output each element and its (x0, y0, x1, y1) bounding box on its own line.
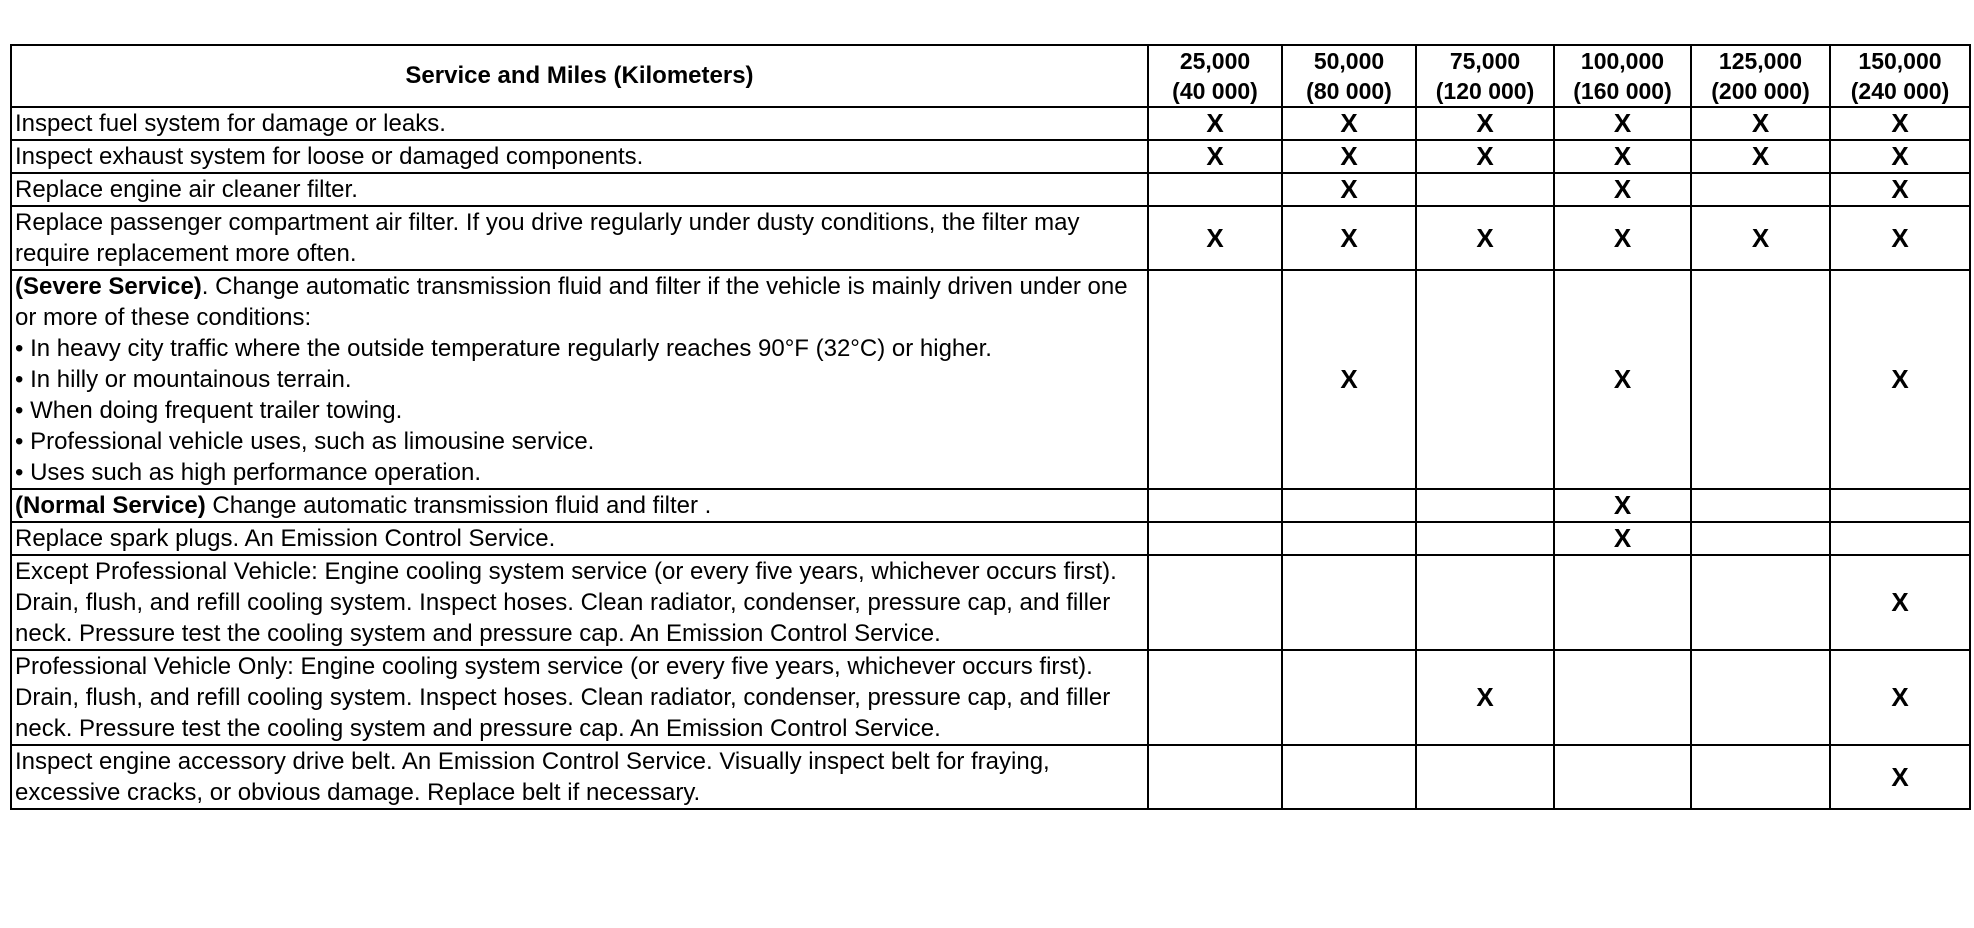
service-description (11, 173, 1148, 206)
service-type-label: (Severe Service) (15, 273, 202, 300)
interval-km: (40 000) (1172, 78, 1258, 104)
service-column-header: Service and Miles (Kilometers) (11, 45, 1148, 107)
interval-mark-6: X (1830, 745, 1970, 809)
condition-bullet (15, 426, 1144, 457)
interval-mark-5 (1691, 522, 1830, 555)
interval-mark-4: X (1554, 489, 1691, 522)
service-description (11, 650, 1148, 745)
interval-mark-3: X (1416, 140, 1554, 173)
table-row (11, 745, 1970, 809)
interval-mark-5 (1691, 650, 1830, 745)
interval-mark-4: X (1554, 206, 1691, 270)
table-row (11, 555, 1970, 650)
interval-mark-5: X (1691, 107, 1830, 140)
interval-mark-6: X (1830, 140, 1970, 173)
table-row (11, 650, 1970, 745)
interval-mark-5 (1691, 173, 1830, 206)
interval-mark-2 (1282, 522, 1416, 555)
interval-mark-1 (1148, 650, 1282, 745)
interval-mark-4 (1554, 555, 1691, 650)
interval-mark-1 (1148, 745, 1282, 809)
interval-header-6 (1830, 45, 1970, 107)
service-text: Professional Vehicle Only: Engine cooling system service (or every five years, whichever occurs first). Drain, flush, and refill cooling system. Inspect hoses. Clean radiator, condenser, pressure cap, and filler neck. Pressure test the cooling system and pressure cap. An Emission Control Service. (15, 653, 1111, 742)
interval-mark-6: X (1830, 173, 1970, 206)
interval-mark-4 (1554, 745, 1691, 809)
interval-mark-2: X (1282, 270, 1416, 489)
service-text: Inspect exhaust system for loose or damaged components. (15, 143, 644, 170)
interval-mark-3 (1416, 522, 1554, 555)
service-description (11, 489, 1148, 522)
bullet-icon: • (15, 428, 31, 455)
interval-miles: 25,000 (1179, 48, 1251, 74)
service-text: Replace engine air cleaner filter. (15, 176, 358, 203)
interval-mark-6: X (1830, 206, 1970, 270)
interval-mark-6: X (1830, 650, 1970, 745)
condition-text: In hilly or mountainous terrain. (30, 366, 352, 393)
interval-mark-3 (1416, 745, 1554, 809)
maintenance-schedule-table (10, 44, 1971, 810)
service-description (11, 270, 1148, 489)
interval-header-2 (1282, 45, 1416, 107)
condition-text: Uses such as high performance operation. (30, 459, 481, 486)
table-row (11, 107, 1970, 140)
bullet-icon: • (15, 459, 31, 486)
interval-mark-5 (1691, 270, 1830, 489)
condition-bullet (15, 457, 1144, 488)
interval-mark-5 (1691, 745, 1830, 809)
interval-mark-3 (1416, 555, 1554, 650)
interval-mark-4 (1554, 650, 1691, 745)
service-text: Inspect engine accessory drive belt. An Emission Control Service. Visually inspect belt for fraying, excessive cracks, or obvious damage. Replace belt if necessary. (15, 748, 1050, 806)
interval-mark-5: X (1691, 140, 1830, 173)
condition-text: In heavy city traffic where the outside temperature regularly reaches 90°F (32°C) or higher. (30, 335, 992, 362)
service-text: . Change automatic transmission fluid and filter if the vehicle is mainly driven under one or more of these conditions: (15, 273, 1128, 331)
condition-bullet (15, 333, 1144, 364)
interval-mark-3: X (1416, 650, 1554, 745)
interval-km: (80 000) (1306, 78, 1392, 104)
interval-mark-4: X (1554, 107, 1691, 140)
service-text: Inspect fuel system for damage or leaks. (15, 110, 446, 137)
interval-mark-5: X (1691, 206, 1830, 270)
interval-mark-1 (1148, 555, 1282, 650)
schedule-body (11, 107, 1970, 809)
service-text: Replace spark plugs. An Emission Control Service. (15, 525, 556, 552)
interval-miles: 125,000 (1718, 48, 1803, 74)
interval-mark-3: X (1416, 107, 1554, 140)
interval-header-1 (1148, 45, 1282, 107)
interval-mark-6: X (1830, 555, 1970, 650)
interval-km: (120 000) (1435, 78, 1535, 104)
service-description (11, 555, 1148, 650)
interval-mark-1: X (1148, 140, 1282, 173)
interval-km: (240 000) (1850, 78, 1950, 104)
service-description (11, 140, 1148, 173)
interval-mark-2 (1282, 650, 1416, 745)
interval-mark-4: X (1554, 522, 1691, 555)
interval-header-5 (1691, 45, 1830, 107)
service-description (11, 107, 1148, 140)
service-text: Change automatic transmission fluid and filter . (205, 492, 712, 519)
interval-mark-4: X (1554, 140, 1691, 173)
interval-km: (160 000) (1573, 78, 1672, 104)
interval-miles: 75,000 (1449, 48, 1521, 74)
interval-mark-2: X (1282, 206, 1416, 270)
interval-mark-1: X (1148, 107, 1282, 140)
interval-km: (200 000) (1711, 78, 1810, 104)
interval-mark-1 (1148, 173, 1282, 206)
interval-mark-1 (1148, 489, 1282, 522)
interval-mark-5 (1691, 489, 1830, 522)
interval-mark-2: X (1282, 107, 1416, 140)
service-text: Except Professional Vehicle: Engine cooling system service (or every five years, whichever occurs first). Drain, flush, and refill cooling system. Inspect hoses. Clean radiator, condenser, pressure cap, and filler neck. Pressure test the cooling system and pressure cap. An Emission Control Service. (15, 558, 1117, 647)
header-row (11, 45, 1970, 107)
interval-header-4 (1554, 45, 1691, 107)
table-row (11, 140, 1970, 173)
table-row (11, 522, 1970, 555)
condition-text: When doing frequent trailer towing. (30, 397, 403, 424)
bullet-icon: • (15, 366, 31, 393)
interval-miles: 100,000 (1580, 48, 1665, 74)
table-row (11, 206, 1970, 270)
condition-text: Professional vehicle uses, such as limousine service. (30, 428, 595, 455)
interval-mark-2 (1282, 555, 1416, 650)
service-text: Replace passenger compartment air filter. If you drive regularly under dusty conditions, the filter may require replacement more often. (15, 209, 1080, 267)
bullet-icon: • (15, 397, 31, 424)
service-description (11, 522, 1148, 555)
interval-mark-4: X (1554, 270, 1691, 489)
interval-miles: 50,000 (1313, 48, 1385, 74)
interval-mark-3 (1416, 270, 1554, 489)
bullet-icon: • (15, 335, 31, 362)
interval-mark-6 (1830, 522, 1970, 555)
interval-mark-3: X (1416, 206, 1554, 270)
service-type-label: (Normal Service) (15, 492, 206, 519)
service-description (11, 206, 1148, 270)
interval-mark-6 (1830, 489, 1970, 522)
interval-mark-2 (1282, 489, 1416, 522)
interval-mark-3 (1416, 489, 1554, 522)
interval-mark-1 (1148, 522, 1282, 555)
service-description (11, 745, 1148, 809)
interval-mark-6: X (1830, 270, 1970, 489)
interval-miles: 150,000 (1858, 48, 1942, 74)
condition-bullet (15, 395, 1144, 426)
interval-mark-1 (1148, 270, 1282, 489)
interval-mark-4: X (1554, 173, 1691, 206)
interval-header-3 (1416, 45, 1554, 107)
interval-mark-2 (1282, 745, 1416, 809)
condition-bullet (15, 364, 1144, 395)
interval-mark-2: X (1282, 140, 1416, 173)
table-row (11, 173, 1970, 206)
table-row (11, 270, 1970, 489)
table-row (11, 489, 1970, 522)
interval-mark-2: X (1282, 173, 1416, 206)
interval-mark-1: X (1148, 206, 1282, 270)
interval-mark-6: X (1830, 107, 1970, 140)
interval-mark-3 (1416, 173, 1554, 206)
interval-mark-5 (1691, 555, 1830, 650)
